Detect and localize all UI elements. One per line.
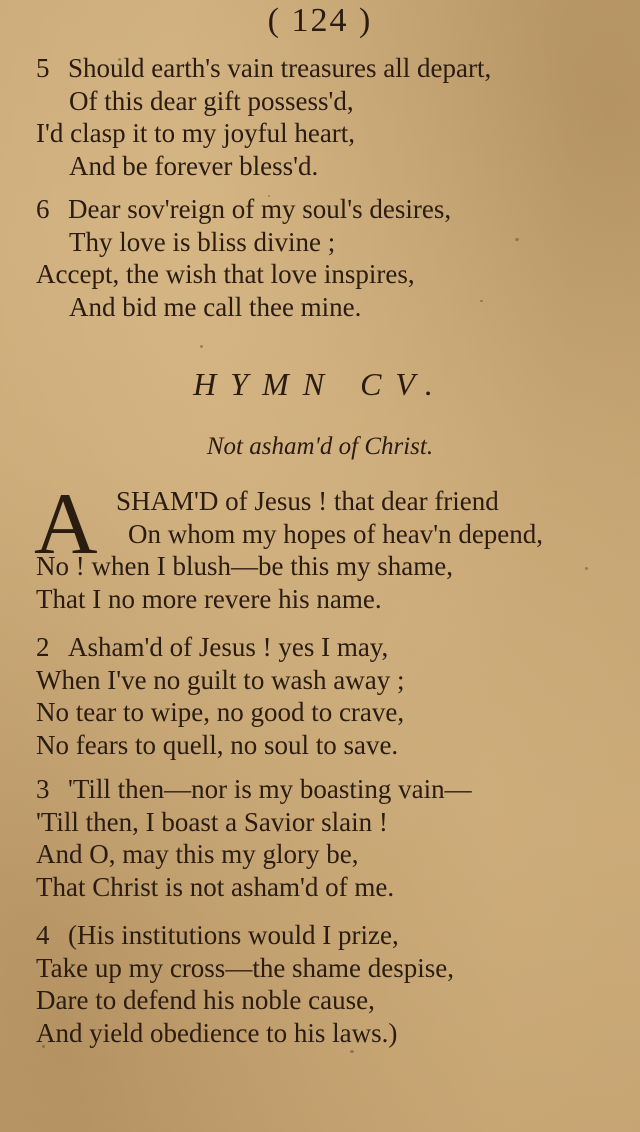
drop-cap: A [34, 476, 98, 573]
stanza-line [36, 773, 626, 806]
paper-speck [200, 345, 203, 348]
stanza-line: Of this dear gift possess'd, [69, 85, 354, 116]
hymn-stanza-4 [36, 919, 626, 1049]
stanza-line: Accept, the wish that love inspires, [36, 259, 415, 289]
stanza-line-text: Should earth's vain treasures all depart, [68, 53, 492, 83]
stanza-line: And yield obedience to his laws.) [36, 1017, 398, 1048]
hymn-stanza-2 [36, 631, 626, 761]
stanza-number: 6 [36, 194, 50, 224]
stanza-line-text: (His institutions would I prize, [68, 920, 399, 950]
stanza-line: That Christ is not asham'd of me. [36, 871, 395, 902]
stanza-line: And O, may this my glory be, [36, 839, 359, 869]
stanza-line: Thy love is bliss divine ; [69, 226, 336, 257]
stanza-line-text: 'Till then—nor is my boasting vain— [68, 774, 472, 804]
stanza-line: No tear to wipe, no good to crave, [36, 697, 405, 727]
stanza-line-text: Asham'd of Jesus ! yes I may, [68, 632, 389, 662]
hymn-stanza-1 [34, 476, 626, 615]
stanza-line: On whom my hopes of heav'n depend, [128, 518, 544, 549]
hymn-stanza-3 [36, 773, 626, 903]
stanza-line: And bid me call thee mine. [69, 291, 362, 322]
paper-speck [350, 1050, 354, 1053]
stanza-line [36, 631, 626, 664]
stanza-number: 5 [36, 53, 50, 83]
hymn-subtitle: Not asham'd of Christ. [206, 433, 434, 460]
stanza-line: Dare to defend his noble cause, [36, 985, 375, 1015]
previous-hymn-stanza-6 [36, 193, 626, 323]
hymn-title: HYMN CV. [193, 366, 447, 402]
stanza-line: That I no more revere his name. [36, 583, 382, 614]
stanza-line [36, 919, 626, 952]
stanza-line: No fears to quell, no soul to save. [36, 729, 399, 760]
stanza-line-text: Dear sov'reign of my soul's desires, [68, 194, 452, 224]
stanza-number: 2 [36, 632, 50, 662]
stanza-number: 3 [36, 774, 50, 804]
stanza-line: 'Till then, I boast a Savior slain ! [36, 806, 388, 837]
stanza-line: And be forever bless'd. [69, 150, 319, 181]
stanza-line: I'd clasp it to my joyful heart, [36, 118, 356, 148]
stanza-line: When I've no guilt to wash away ; [36, 664, 405, 695]
page-number: ( 124 ) [267, 2, 373, 39]
previous-hymn-stanza-5 [36, 52, 626, 182]
stanza-number: 4 [36, 920, 50, 950]
stanza-line [36, 52, 626, 85]
stanza-line: Take up my cross—the shame despise, [36, 952, 455, 983]
stanza-line [36, 193, 626, 226]
stanza-line: SHAM'D of Jesus ! that dear friend [116, 486, 499, 516]
stanza-line: No ! when I blush—be this my shame, [36, 551, 453, 581]
